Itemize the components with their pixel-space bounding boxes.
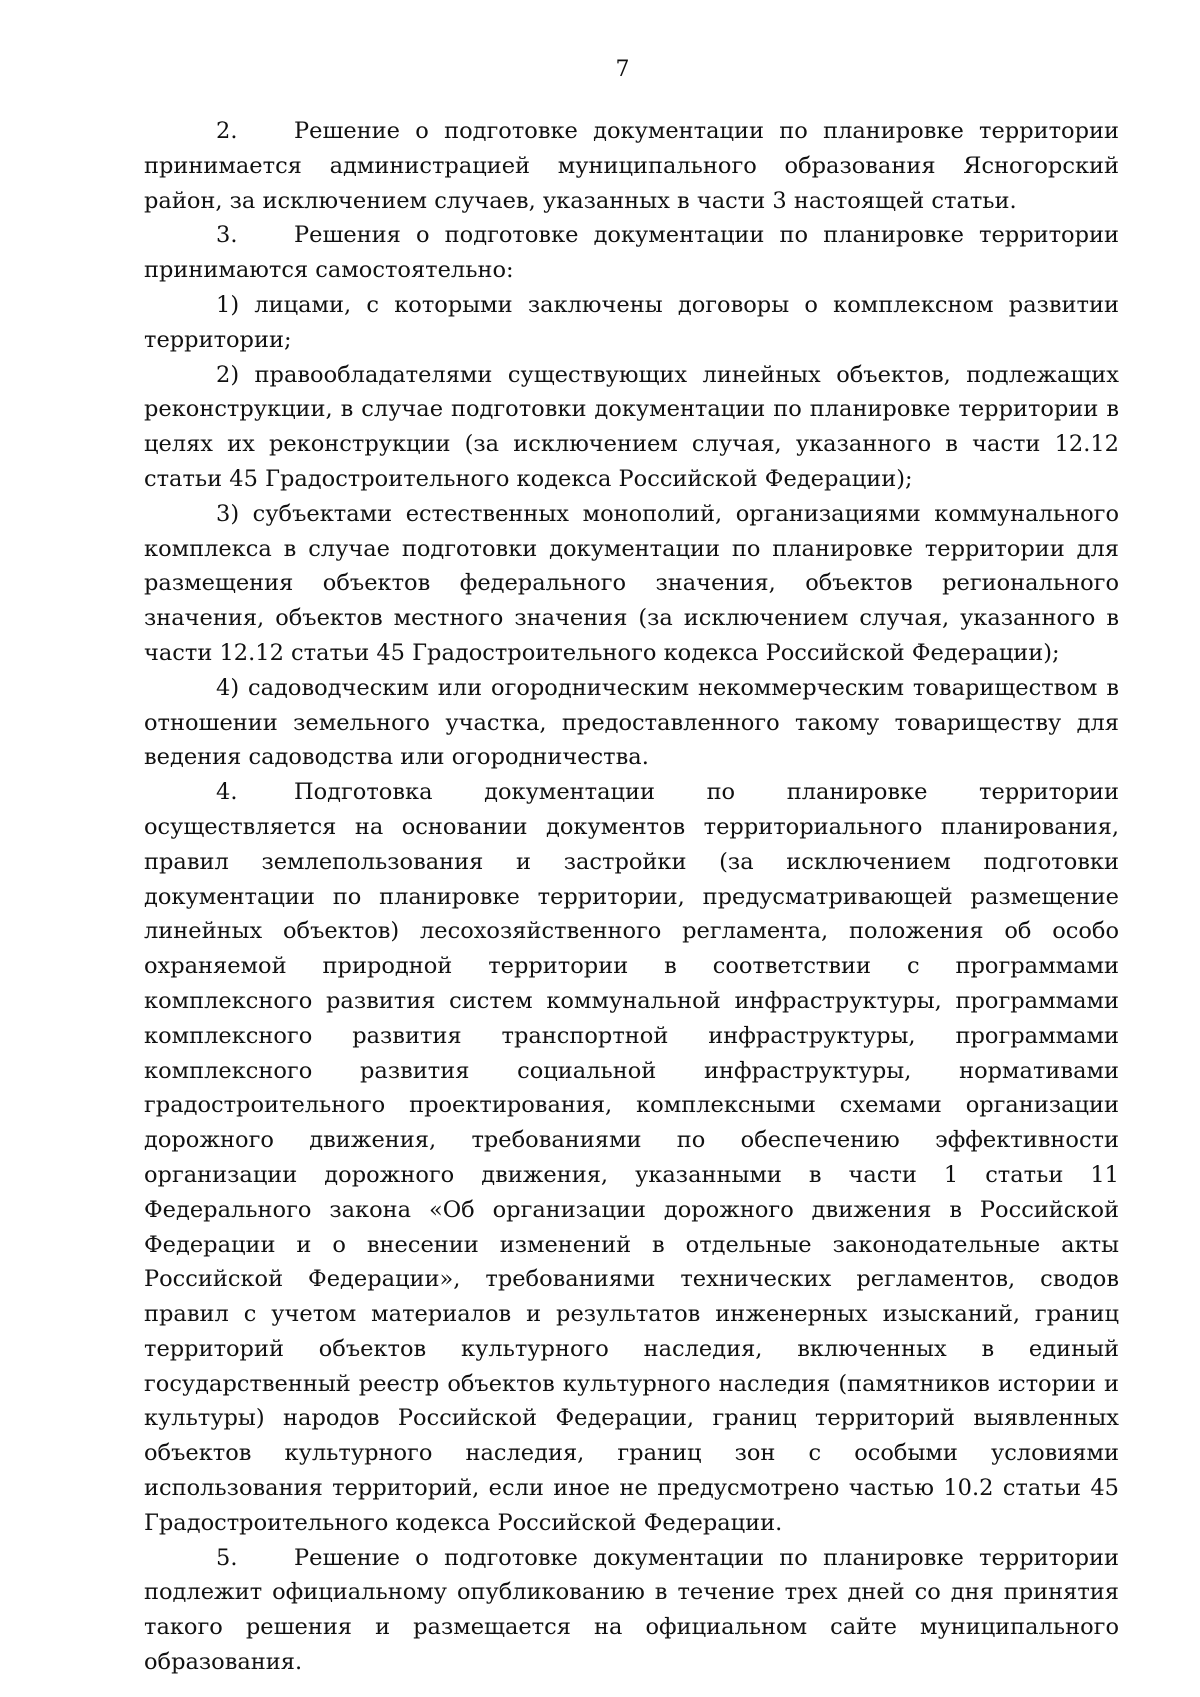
list-item-2: 2) правообладателями существующих линейных объектов, подлежащих реконструкции, в случае подготовки документации по планировке территории в целях их реконструкции (за исключением случая, указанного в части 12.12 статьи 45 Градостроительного кодекса Российской Федерации); <box>144 361 1119 492</box>
list-item-3: 3) субъектами естественных монополий, организациями коммунального комплекса в случае подготовки документации по планировке территории для размещения объектов федерального значения, объектов регионального значения, объектов местного значения (за исключением случая, указанного в части 12.12 статьи 45 Градостроительного кодекса Российской Федерации); <box>144 500 1119 666</box>
list-item-1: 1) лицами, с которыми заключены договоры о комплексном развитии территории; <box>144 291 1119 353</box>
paragraph-number: 3. <box>216 222 238 249</box>
paragraph-text: Подготовка документации по планировке территории осуществляется на основании документов территориального планирования, правил землепользования и застройки (за исключением подготовки документации по планировке территории, предусматривающей размещение линейных объектов) лесохозяйственного регламента, положения об особо охраняемой природной территории в соответствии с программами комплексного развития систем коммунальной инфраструктуры, программами комплексного развития транспортной инфраструктуры, программами комплексного развития социальной инфраструктуры, нормативами градостроительного проектирования, комплексными схемами организации дорожного движения, требованиями по обеспечению эффективности организации дорожного движения, указанными в части 1 статьи 11 Федерального закона «Об организации дорожного движения в Российской Федерации и о внесении изменений в отдельные законодательные акты Российской Федерации», требованиями технических регламентов, сводов правил с учетом материалов и результатов инженерных изысканий, границ территорий объектов культурного наследия, включенных в единый государственный реестр объектов культурного наследия (памятников истории и культуры) народов Российской Федерации, границ территорий выявленных объектов культурного наследия, границ зон с особыми условиями использования территорий, если иное не предусмотрено частью 10.2 статьи 45 Градостроительного кодекса Российской Федерации. <box>144 779 1119 1536</box>
paragraph-number: 5. <box>216 1544 238 1571</box>
paragraph-4 <box>144 775 1119 1541</box>
paragraph-3 <box>144 218 1119 288</box>
paragraph-text: Решение о подготовке документации по планировке территории принимается администрацией муниципального образования Ясногорский район, за исключением случаев, указанных в части 3 настоящей статьи. <box>144 118 1119 214</box>
document-body <box>144 114 1119 1680</box>
paragraph-number: 4. <box>216 779 238 806</box>
paragraph-5 <box>144 1541 1119 1680</box>
paragraph-2 <box>144 114 1119 218</box>
paragraph-number: 2. <box>216 118 238 144</box>
page-number: 7 <box>615 57 630 82</box>
paragraph-text: Решения о подготовке документации по планировке территории принимаются самостоятельно: <box>144 222 1119 284</box>
paragraph-text: Решение о подготовке документации по планировке территории подлежит официальному опубликованию в течение трех дней со дня принятия такого решения и размещается на официальном сайте муниципального образования. <box>144 1544 1119 1676</box>
list-item-4: 4) садоводческим или огородническим некоммерческим товариществом в отношении земельного участка, предоставленного такому товариществу для ведения садоводства или огородничества. <box>144 674 1119 771</box>
